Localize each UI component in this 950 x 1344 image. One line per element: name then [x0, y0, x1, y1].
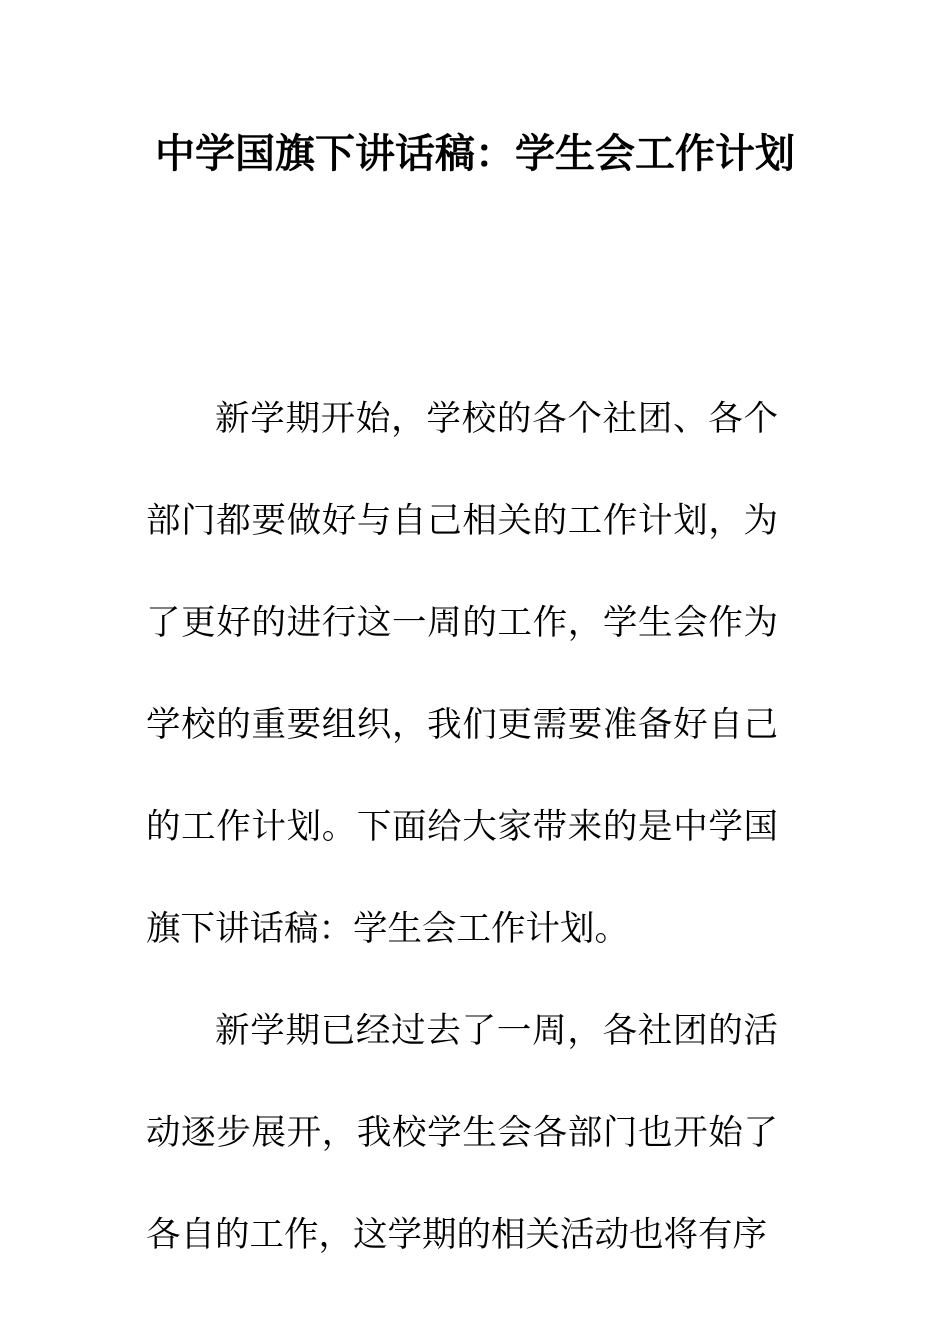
document-title: 中学国旗下讲话稿：学生会工作计划	[155, 131, 795, 177]
document-body	[146, 368, 778, 1286]
paragraph-main: 新学期已经过去了一周，各社团的活动逐步展开，我校学生会各部门也开始了各自的工作，这学期的相关活动也将有序	[146, 1011, 778, 1255]
paragraph-intro: 新学期开始，学校的各个社团、各个部门都要做好与自己相关的工作计划，为了更好的进行这一周的工作，学生会作为学校的重要组织，我们更需要准备好自己的工作计划。下面给大家带来的是中学国旗下讲话稿：学生会工作计划。	[146, 399, 778, 949]
